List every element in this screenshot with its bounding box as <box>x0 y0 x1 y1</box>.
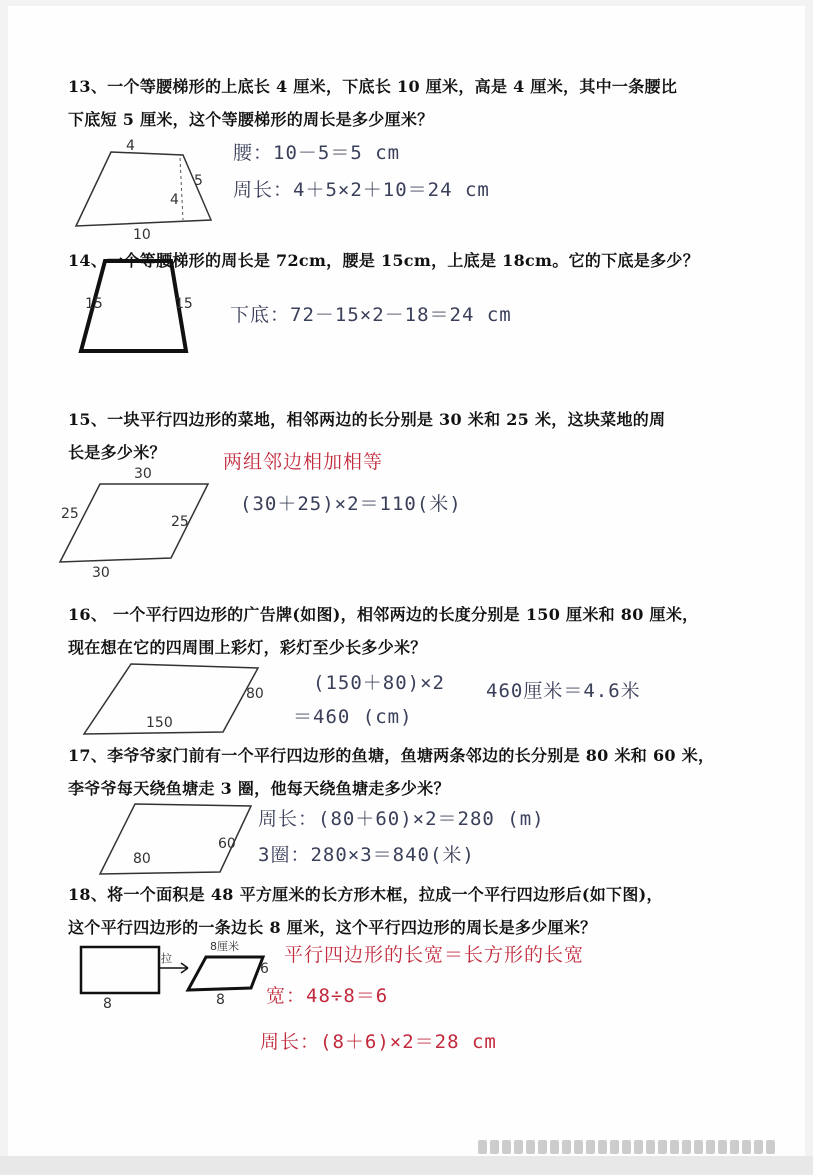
q15-label-left: 25 <box>61 506 79 522</box>
q18-answer-3: 周长：(8＋6)×2＝28 cm <box>260 1031 497 1053</box>
q16-label-side: 80 <box>246 686 264 702</box>
q14-label-left: 15 <box>85 296 103 312</box>
q16-line2: 现在想在它的四周围上彩灯，彩灯至少长多少米？ <box>68 638 427 657</box>
q18-line2: 这个平行四边形的一条边长 8 厘米，这个平行四边形的周长是多少厘米？ <box>68 918 597 937</box>
q14-answer-1: 下底：72－15×2－18＝24 cm <box>230 304 512 326</box>
q17-label-bottom: 80 <box>133 851 151 867</box>
q18-label-para-top: 8厘米 <box>210 940 239 953</box>
q13-label-bottom: 10 <box>133 227 151 243</box>
question-16 <box>68 598 698 664</box>
q15-line1: 15、一块平行四边形的菜地，相邻两边的长分别是 30 米和 25 米，这块菜地的周 <box>68 410 666 429</box>
q15-label-right: 25 <box>171 514 189 530</box>
q13-label-top: 4 <box>126 138 135 154</box>
q16-answer-3: 460厘米＝4.6米 <box>486 680 641 702</box>
question-18 <box>68 878 663 944</box>
q18-label-para-side: 6 <box>260 961 269 977</box>
q17-label-side: 60 <box>218 836 236 852</box>
q16-answer-1: (150＋80)×2 <box>313 672 445 694</box>
q15-label-top: 30 <box>134 466 152 482</box>
q18-label-arrow: 拉 <box>161 952 172 965</box>
q15-answer-1: 两组邻边相加相等 <box>223 451 384 473</box>
bottom-bar <box>0 1156 813 1175</box>
worksheet-page <box>8 6 805 1156</box>
q13-trapezoid <box>76 152 211 226</box>
q13-label-side: 5 <box>194 173 203 189</box>
q14-line1: 14、一个等腰梯形的周长是 72cm，腰是 15cm，上底是 18cm。它的下底是多少？ <box>68 251 699 270</box>
q13-height-line <box>180 158 183 220</box>
q17-answer-2: 3圈：280×3＝840(米) <box>258 844 475 866</box>
q15-label-bottom: 30 <box>92 565 110 581</box>
q18-label-para-bottom: 8 <box>216 992 225 1008</box>
q13-label-height: 4 <box>170 192 179 208</box>
question-17 <box>68 739 714 805</box>
watermark-strip <box>478 1140 775 1154</box>
q17-answer-1: 周长：(80＋60)×2＝280 (m) <box>258 808 545 830</box>
q16-answer-2: ＝460 (cm) <box>293 706 413 728</box>
q18-line1: 18、将一个面积是 48 平方厘米的长方形木框，拉成一个平行四边形后(如下图)， <box>68 885 663 904</box>
q18-rectangle <box>81 947 159 993</box>
q18-answer-2: 宽：48÷8＝6 <box>266 985 389 1007</box>
question-13 <box>68 70 677 136</box>
q13-answer-1: 腰：10－5＝5 cm <box>233 142 401 164</box>
q17-line1: 17、李爷爷家门前有一个平行四边形的鱼塘，鱼塘两条邻边的长分别是 80 米和 60 米， <box>68 746 715 765</box>
q18-parallelogram <box>188 957 263 990</box>
q13-line1: 13、一个等腰梯形的上底长 4 厘米，下底长 10 厘米，高是 4 厘米，其中一条腰比 <box>68 77 678 96</box>
q15-answer-2: (30＋25)×2＝110(米) <box>240 493 462 515</box>
q14-label-right: 15 <box>175 296 193 312</box>
q17-line2: 李爷爷每天绕鱼塘走 3 圈，他每天绕鱼塘走多少米？ <box>68 779 450 798</box>
q13-line2: 下底短 5 厘米，这个等腰梯形的周长是多少厘米？ <box>68 110 434 129</box>
q13-answer-2: 周长：4＋5×2＋10＝24 cm <box>233 179 490 201</box>
q15-line2: 长是多少米？ <box>68 443 166 462</box>
question-14 <box>68 244 699 277</box>
q18-label-rect-bottom: 8 <box>103 996 112 1012</box>
q16-line1: 16、 一个平行四边形的广告牌(如图)，相邻两边的长度分别是 150 厘米和 80 厘米， <box>68 605 699 624</box>
q16-label-bottom: 150 <box>146 715 173 731</box>
q18-answer-1: 平行四边形的长宽＝长方形的长宽 <box>284 944 585 966</box>
